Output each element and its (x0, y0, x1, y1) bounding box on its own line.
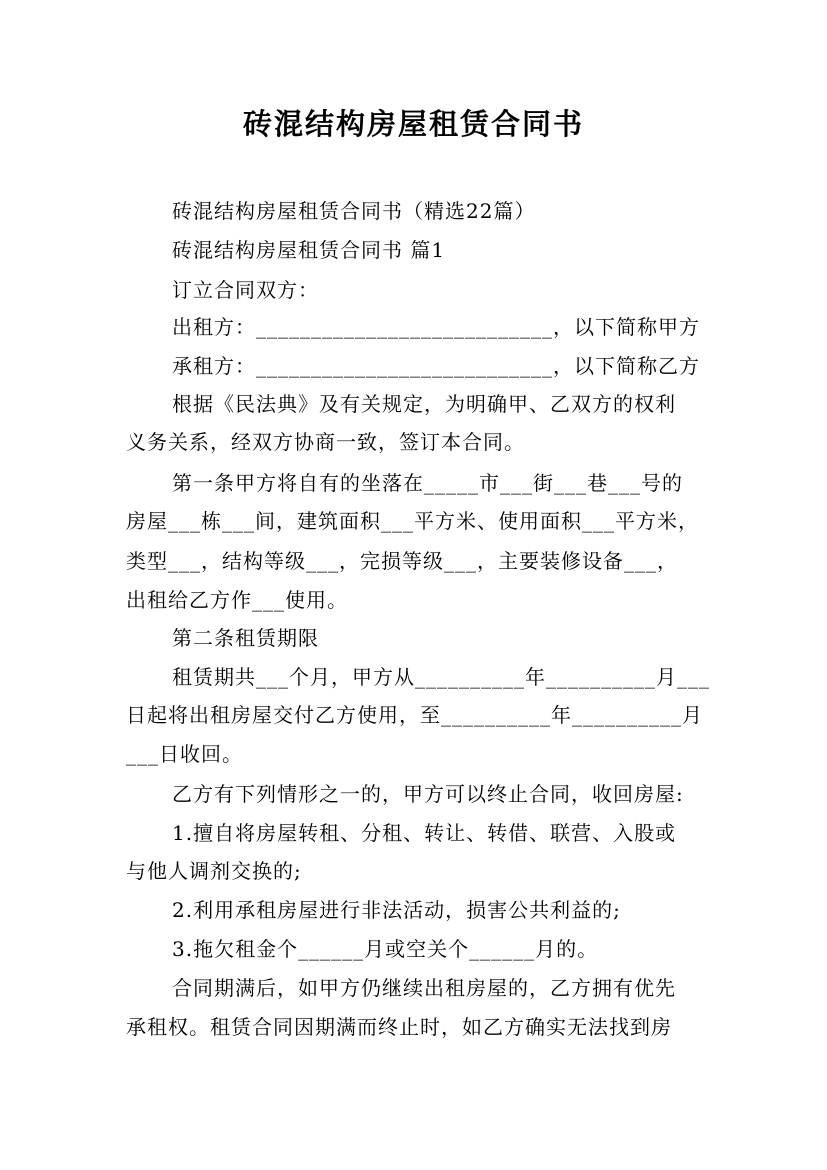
paragraph-line: 出租给乙方作___使用。 (126, 588, 348, 612)
paragraph-line: 租赁期共___个月，甲方从__________年__________月___ (172, 665, 710, 689)
paragraph-line: ___日收回。 (126, 742, 243, 766)
paragraph-line: 第一条甲方将自有的坐落在_____市___街___巷___号的 (172, 471, 683, 495)
paragraph-line: 砖混结构房屋租赁合同书（精选22篇） (172, 199, 536, 223)
paragraph-line: 根据《民法典》及有关规定，为明确甲、乙双方的权利 (172, 392, 676, 416)
paragraph-line: 订立合同双方： (172, 278, 319, 302)
document-title: 砖混结构房屋租赁合同书 (242, 107, 584, 141)
paragraph-line: 义务关系，经双方协商一致，签订本合同。 (126, 430, 525, 454)
paragraph-line: 2.利用承租房屋进行非法活动，损害公共利益的; (172, 898, 621, 922)
paragraph-line: 承租方：___________________________，以下简称乙方 (172, 354, 700, 378)
paragraph-line: 出租方：___________________________，以下简称甲方 (172, 315, 700, 339)
paragraph-line: 第二条租赁期限 (172, 626, 319, 650)
paragraph-line: 1.擅自将房屋转租、分租、转让、转借、联营、入股或 (172, 821, 677, 845)
paragraph-line: 砖混结构房屋租赁合同书 篇1 (172, 238, 446, 262)
paragraph-line: 承租权。租赁合同因期满而终止时，如乙方确实无法找到房 (126, 1015, 672, 1039)
paragraph-line: 与他人调剂交换的; (126, 859, 302, 883)
paragraph-line: 房屋___栋___间，建筑面积___平方米、使用面积___平方米， (126, 509, 699, 533)
paragraph-line: 乙方有下列情形之一的，甲方可以终止合同，收回房屋: (172, 782, 684, 806)
paragraph-line: 类型___，结构等级___，完损等级___，主要装修设备___， (126, 549, 678, 573)
paragraph-line: 合同期满后，如甲方仍继续出租房屋的，乙方拥有优先 (172, 976, 676, 1000)
paragraph-line: 3.拖欠租金个______月或空关个______月的。 (172, 937, 599, 961)
paragraph-line: 日起将出租房屋交付乙方使用，至__________年__________月 (126, 703, 703, 727)
